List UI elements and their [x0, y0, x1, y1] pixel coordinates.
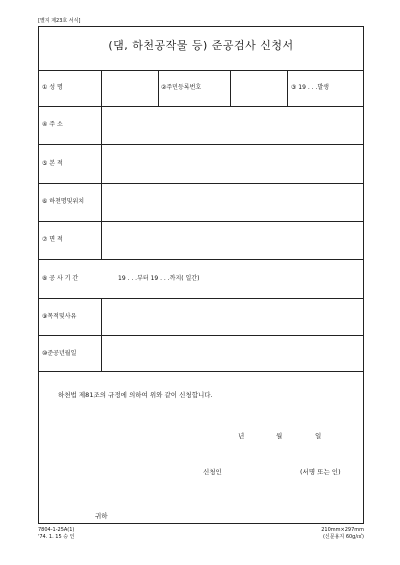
- recipient-label: 귀하: [95, 512, 108, 520]
- resident-number-label: ②주민등록번호: [161, 84, 202, 91]
- name-input[interactable]: [102, 71, 158, 106]
- period-label: ⑧ 공 사 기 간: [42, 275, 79, 282]
- form-border: [38, 26, 364, 524]
- period-value[interactable]: 19 . . .부터 19 . . .까지( 일간): [118, 275, 200, 282]
- footer-form-number: 7804-1-25A(1): [38, 527, 75, 533]
- river-location-label: ⑥ 하천명및위치: [42, 198, 85, 205]
- applicant-signature[interactable]: (서명 또는 인): [300, 468, 341, 476]
- address-label: ④ 주 소: [42, 121, 63, 128]
- form-id: [별지 제23호 서식]: [38, 18, 81, 24]
- name-label: ① 성 명: [42, 84, 63, 91]
- completion-date-label: ⑩준공년월일: [42, 350, 77, 357]
- domicile-label: ⑤ 본 적: [42, 160, 63, 167]
- area-input[interactable]: [102, 222, 363, 259]
- statement-text: 하천법 제81조의 규정에 의하여 위와 같이 신청합니다.: [58, 391, 213, 399]
- address-input[interactable]: [102, 107, 363, 144]
- footer-approval: '74. 1. 15 승 인: [38, 534, 75, 540]
- date-day: 일: [315, 432, 322, 440]
- area-label: ⑦ 면 적: [42, 236, 63, 243]
- purpose-input[interactable]: [102, 299, 363, 335]
- applicant-label: 신청인: [203, 468, 222, 476]
- footer-paper-size: 210mm×297mm: [321, 527, 364, 533]
- completion-date-input[interactable]: [102, 336, 363, 371]
- birth-label: ③ 19 . . .발생: [291, 84, 329, 91]
- resident-number-input[interactable]: [231, 71, 287, 106]
- river-location-input[interactable]: [102, 184, 363, 221]
- date-year: 년: [238, 432, 245, 440]
- domicile-input[interactable]: [102, 145, 363, 183]
- date-month: 월: [276, 432, 283, 440]
- purpose-label: ⑨목적및사유: [42, 313, 77, 320]
- footer-paper-type: (신문용지 60g/㎡): [322, 534, 364, 540]
- page-title: (댐, 하천공작물 등) 준공검사 신청서: [108, 39, 294, 52]
